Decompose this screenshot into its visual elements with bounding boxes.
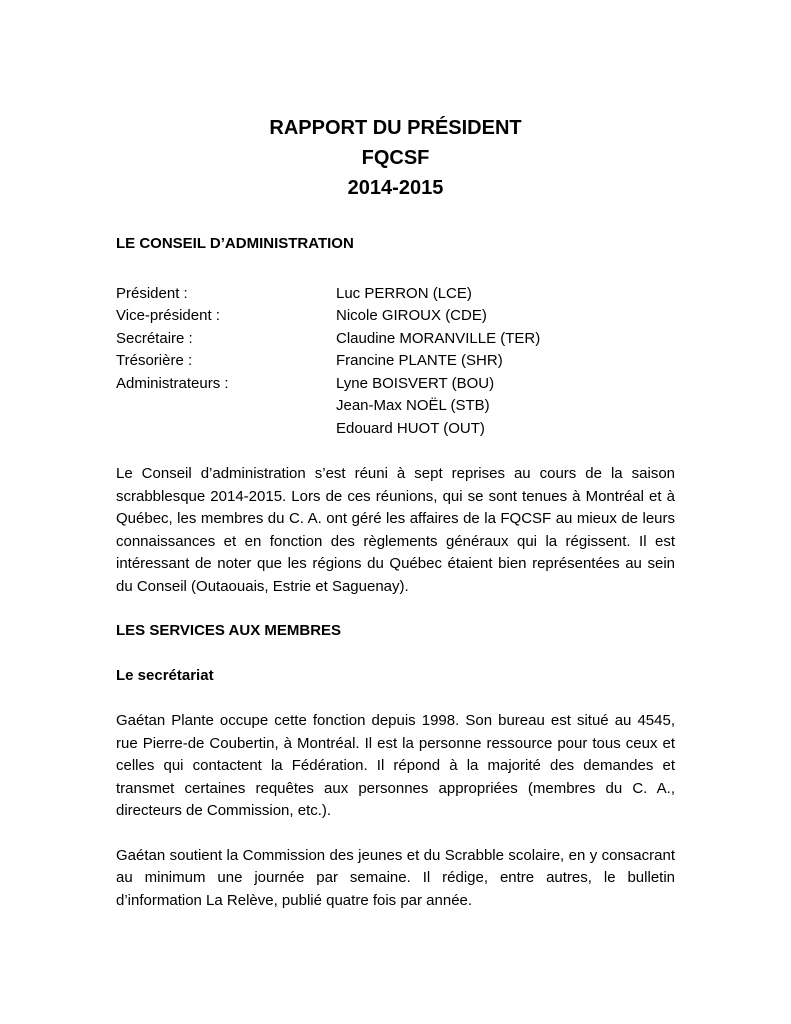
report-body <box>116 233 675 912</box>
board-row <box>116 305 675 328</box>
report-title <box>0 113 791 203</box>
board-members-list <box>116 283 675 441</box>
board-row <box>116 395 675 418</box>
board-row <box>116 350 675 373</box>
board-name: Luc PERRON (LCE) <box>336 284 472 302</box>
title-line-2: FQCSF <box>361 147 430 169</box>
board-name: Edouard HUOT (OUT) <box>336 419 485 437</box>
board-role <box>116 395 336 418</box>
board-role: Administrateurs : <box>116 374 229 392</box>
board-role: Secrétaire : <box>116 329 193 347</box>
board-name: Claudine MORANVILLE (TER) <box>336 329 541 347</box>
board-role: Vice-président : <box>116 307 220 324</box>
board-row <box>116 373 675 396</box>
board-row <box>116 283 675 306</box>
board-role <box>116 418 336 441</box>
section-heading-services: LES SERVICES AUX MEMBRES <box>116 622 342 639</box>
board-row <box>116 418 675 441</box>
board-role: Trésorière : <box>116 352 193 369</box>
board-role: Président : <box>116 284 188 302</box>
title-line-1: RAPPORT DU PRÉSIDENT <box>269 117 522 139</box>
secretariat-paragraph-2: Gaétan soutient la Commission des jeunes et du Scrabble scolaire, en y consacrant au minimum une journée par semaine. Il rédige, entre autres, le bulletin d’information La Relève, publié quatre fois par année. <box>116 846 675 909</box>
board-name: Jean-Max NOËL (STB) <box>336 397 490 414</box>
board-row <box>116 328 675 351</box>
section-heading-conseil: LE CONSEIL D’ADMINISTRATION <box>116 235 354 252</box>
subsection-heading-secretariat: Le secrétariat <box>116 666 214 684</box>
board-name: Lyne BOISVERT (BOU) <box>336 374 495 392</box>
secretariat-paragraph-1: Gaétan Plante occupe cette fonction depuis 1998. Son bureau est situé au 4545, rue Pierre-de Coubertin, à Montréal. Il est la personne ressource pour tous ceux et celles qui contactent la Fédération. Il répond à la majorité des demandes et transmet certaines requêtes aux personnes appropriées (membres du C. A., directeurs de Commission, etc.). <box>116 712 675 819</box>
board-name: Francine PLANTE (SHR) <box>336 352 503 369</box>
title-line-3: 2014-2015 <box>347 177 444 199</box>
conseil-paragraph: Le Conseil d’administration s’est réuni à sept reprises au cours de la saison scrabblesque 2014-2015. Lors de ces réunions, qui se sont tenues à Montréal et à Québec, les membres du C. A. ont géré les affaires de la FQCSF au mieux de leurs connaissances et en fonction des règlements généraux qui la régissent. Il est intéressant de noter que les régions du Québec étaient bien représentées au sein du Conseil (Outaouais, Estrie et Saguenay). <box>116 465 675 595</box>
board-name: Nicole GIROUX (CDE) <box>336 307 487 324</box>
